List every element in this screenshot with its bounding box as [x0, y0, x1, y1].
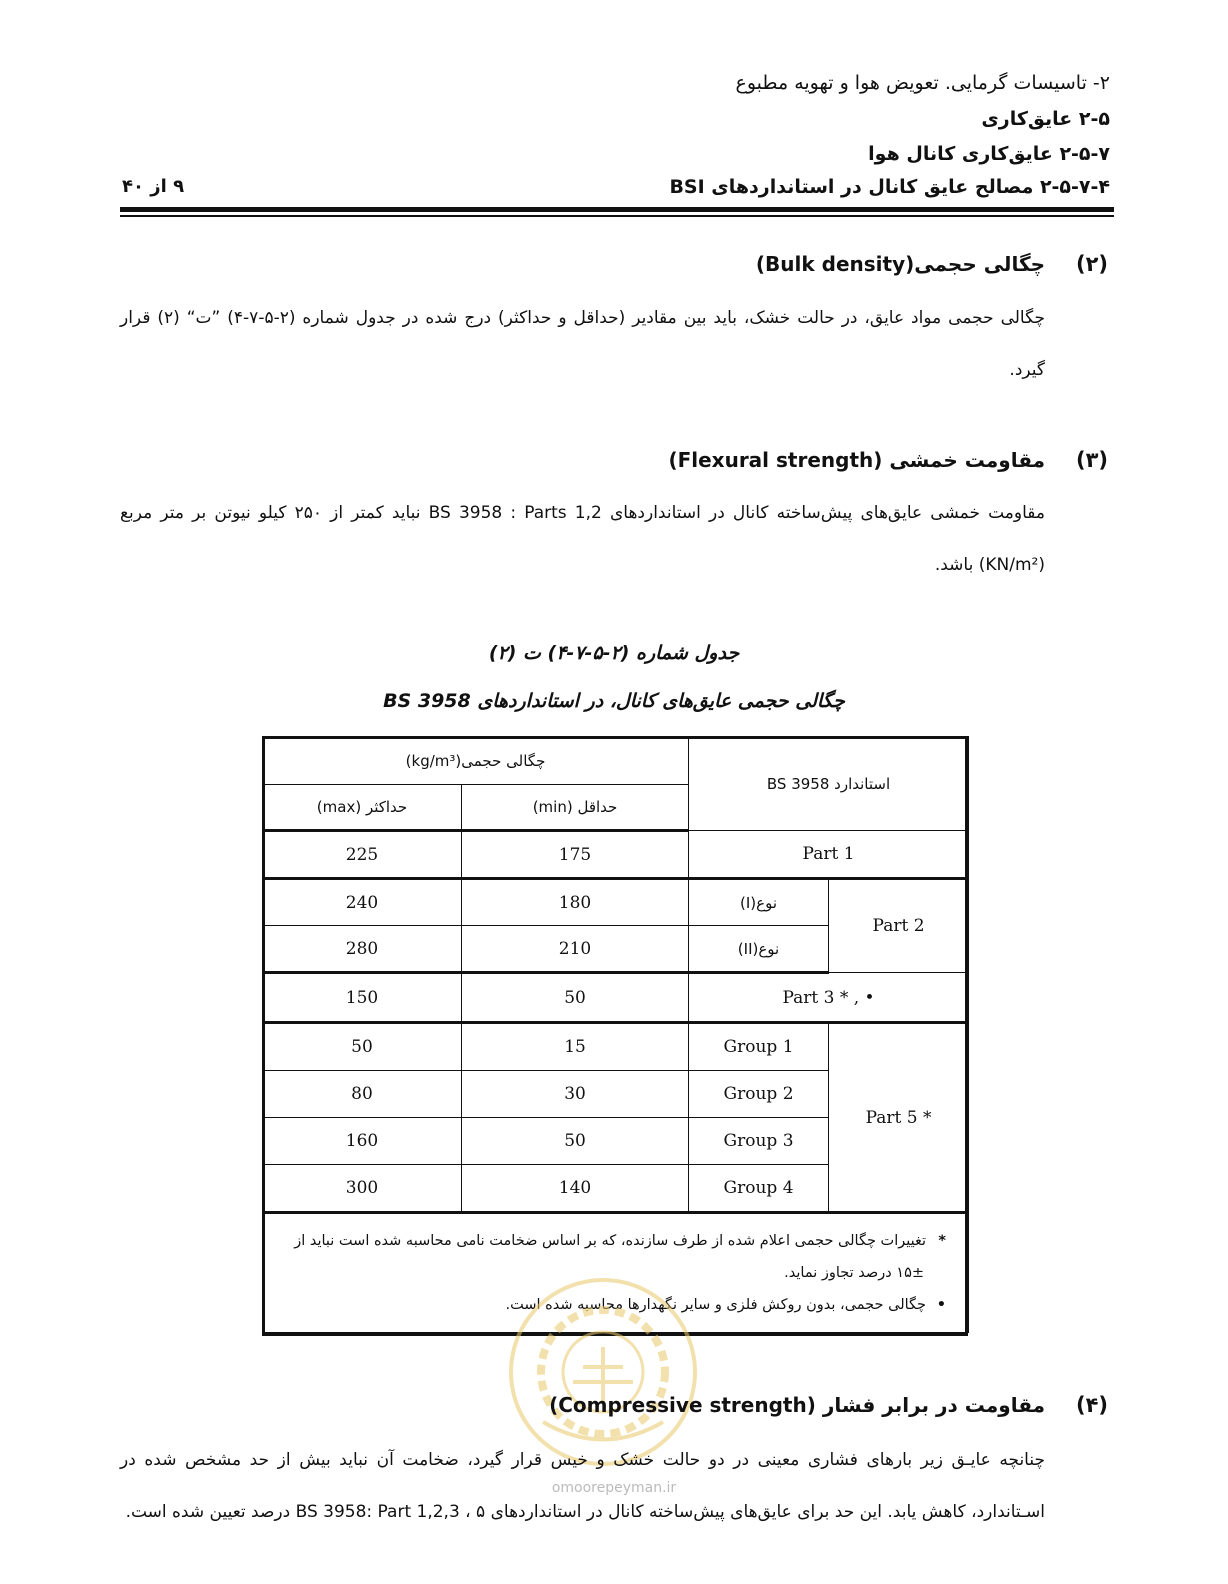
section-paragraph: مقاومت خمشی عایق‌های پیش‌ساخته کانال در استانداردهای BS 3958 : Parts 1,2 نباید کمتر از ۲۵۰ کیلو نیوتن بر متر مربع (KN/m²) باشد.: [120, 503, 1045, 575]
row-label-part5: Part 5 *: [829, 1023, 969, 1213]
header-topic: ۲-۵-۷-۴ مصالح عایق کانال در استانداردهای BSI: [669, 176, 1110, 198]
cell-min: 140: [462, 1165, 689, 1213]
cell-max: 300: [263, 1165, 462, 1213]
cell-min: 50: [462, 1118, 689, 1165]
col-header-min: حداقل (min): [462, 785, 689, 831]
cell-max: 225: [263, 831, 462, 879]
section-number: (۲): [1075, 252, 1108, 276]
cell-max: 240: [263, 879, 462, 926]
note-bullet-mark: •: [936, 1297, 947, 1313]
header-rule-thin: [120, 215, 1114, 217]
header-chapter: ۲- تاسیسات گرمایی. تعویض هوا و تهویه مطبوع: [735, 72, 1110, 94]
row-group-label: Group 4: [689, 1165, 829, 1213]
cell-min: 15: [462, 1023, 689, 1071]
header-subsection: ۲-۵-۷ عایق‌کاری کانال هوا: [868, 143, 1110, 165]
note-star-mark: *: [938, 1233, 947, 1249]
density-table: [262, 736, 968, 1336]
section-title: مقاومت در برابر فشار (Compressive strength): [549, 1393, 1045, 1417]
cell-min: 175: [462, 831, 689, 879]
section-number: (۴): [1075, 1393, 1108, 1417]
row-group-label: Group 1: [689, 1023, 829, 1071]
cell-min: 180: [462, 879, 689, 926]
note-star: [279, 1225, 946, 1257]
cell-max: 280: [263, 926, 462, 973]
note-star-continuation: ۱۵± درصد تجاوز نماید.: [784, 1265, 925, 1281]
cell-min: 210: [462, 926, 689, 973]
cell-max: 50: [263, 1023, 462, 1071]
row-group-label: Group 3: [689, 1118, 829, 1165]
header-section: ۲-۵ عایق‌کاری: [981, 108, 1110, 130]
section-paragraph: چگالی حجمی مواد عایق، در حالت خشک، باید بین مقادیر (حداقل و حداکثر) درج شده در جدول شماره (۲-۵-۷-۴) ”ت“ (۲) قرار گیرد.: [120, 308, 1045, 380]
cell-max: 160: [263, 1118, 462, 1165]
row-type-label: نوع(I): [689, 879, 829, 926]
cell-max: 150: [263, 973, 462, 1023]
cell-max: 80: [263, 1071, 462, 1118]
row-group-label: Group 2: [689, 1071, 829, 1118]
col-header-standard: استاندارد BS 3958: [689, 737, 969, 831]
cell-min: 50: [462, 973, 689, 1023]
page-number: ۹ از ۴۰: [122, 176, 185, 197]
table-caption-number: جدول شماره (۲-۵-۷-۴) ت (۲): [488, 642, 740, 664]
section-title: مقاومت خمشی (Flexural strength): [668, 448, 1045, 472]
col-header-max: حداکثر (max): [263, 785, 462, 831]
note-star-text: تغییرات چگالی حجمی اعلام شده از طرف سازنده، که بر اساس ضخامت نامی محاسبه شده است نباید از: [294, 1233, 927, 1249]
watermark-url: omoorepeyman.ir: [551, 1480, 677, 1496]
section-paragraph: چنانچه عایـق زیر بارهای فشاری معینی در دو حالت خشک و خیس قرار گیرد، ضخامت آن نباید بیش از حد مشخص شده در اسـتاندارد، کاهش یابد. این حد برای عایق‌های پیش‌ساخته کانال در استانداردهای BS 3958: Part 1,2,3 ، ۵ درصد تعیین شده است.: [120, 1450, 1045, 1522]
table-caption-title: چگالی حجمی عایق‌های کانال، در استانداردهای BS 3958: [383, 690, 845, 712]
cell-min: 30: [462, 1071, 689, 1118]
row-type-label: نوع(II): [689, 926, 829, 973]
row-label-part2: Part 2: [829, 879, 969, 973]
row-label-part1: Part 1: [689, 831, 969, 879]
header-rule-thick: [120, 207, 1114, 212]
section-title: چگالی حجمی(Bulk density): [755, 252, 1045, 276]
section-number: (۳): [1075, 448, 1108, 472]
row-label-part3: Part 3 * , •: [689, 973, 969, 1023]
col-header-max: چگالی حجمی(kg/m³): [263, 737, 689, 785]
note-bullet-text: چگالی حجمی، بدون روکش فلزی و سایر نگهدارها محاسبه شده است.: [505, 1297, 927, 1313]
